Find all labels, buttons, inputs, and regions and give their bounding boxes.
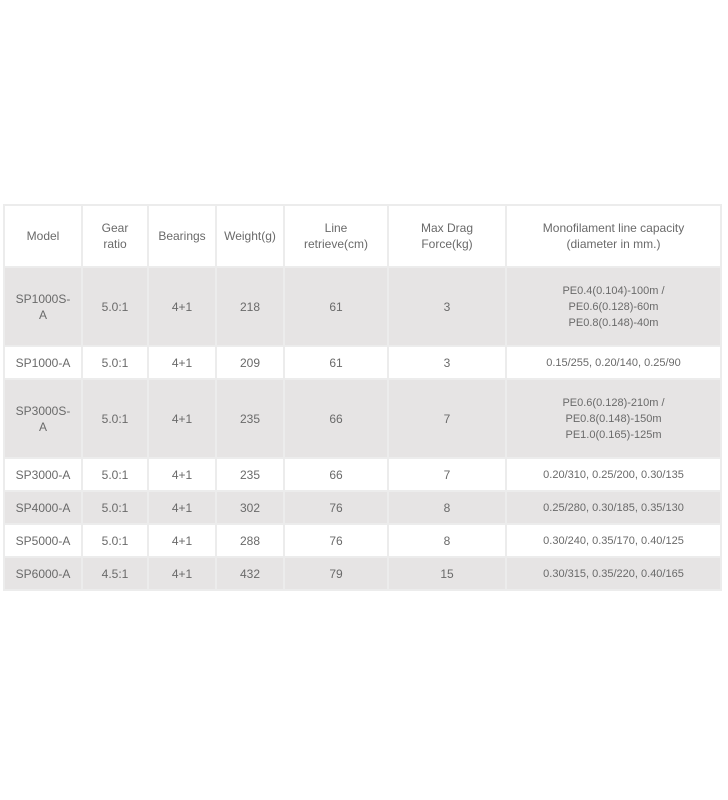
cell-model: SP3000S- A bbox=[5, 380, 81, 457]
cell-gear-ratio: 5.0:1 bbox=[83, 347, 147, 378]
cell-max-drag: 8 bbox=[389, 525, 505, 556]
cell-weight: 209 bbox=[217, 347, 283, 378]
cell-model: SP4000-A bbox=[5, 492, 81, 523]
cell-capacity: 0.15/255, 0.20/140, 0.25/90 bbox=[507, 347, 720, 378]
cell-max-drag: 7 bbox=[389, 459, 505, 490]
cell-line-retrieve: 76 bbox=[285, 525, 387, 556]
table-row bbox=[5, 380, 720, 457]
cell-weight: 432 bbox=[217, 558, 283, 589]
cell-bearings: 4+1 bbox=[149, 347, 215, 378]
cell-model: SP6000-A bbox=[5, 558, 81, 589]
cell-line-retrieve: 79 bbox=[285, 558, 387, 589]
cell-line-retrieve: 76 bbox=[285, 492, 387, 523]
cell-capacity: 0.25/280, 0.30/185, 0.35/130 bbox=[507, 492, 720, 523]
cell-line-retrieve: 66 bbox=[285, 380, 387, 457]
cell-bearings: 4+1 bbox=[149, 380, 215, 457]
header-weight: Weight(g) bbox=[217, 206, 283, 266]
header-line-retrieve: Line retrieve(cm) bbox=[285, 206, 387, 266]
cell-bearings: 4+1 bbox=[149, 558, 215, 589]
table-row bbox=[5, 347, 720, 378]
cell-gear-ratio: 5.0:1 bbox=[83, 459, 147, 490]
header-model: Model bbox=[5, 206, 81, 266]
header-row bbox=[5, 206, 720, 266]
table-row bbox=[5, 268, 720, 345]
cell-capacity: PE0.6(0.128)-210m / PE0.8(0.148)-150m PE1.0(0.165)-125m bbox=[507, 380, 720, 457]
header-max-drag: Max Drag Force(kg) bbox=[389, 206, 505, 266]
cell-max-drag: 7 bbox=[389, 380, 505, 457]
header-bearings: Bearings bbox=[149, 206, 215, 266]
cell-max-drag: 15 bbox=[389, 558, 505, 589]
cell-capacity: 0.20/310, 0.25/200, 0.30/135 bbox=[507, 459, 720, 490]
table-row bbox=[5, 492, 720, 523]
cell-weight: 288 bbox=[217, 525, 283, 556]
cell-capacity: PE0.4(0.104)-100m / PE0.6(0.128)-60m PE0.8(0.148)-40m bbox=[507, 268, 720, 345]
cell-gear-ratio: 5.0:1 bbox=[83, 268, 147, 345]
cell-gear-ratio: 5.0:1 bbox=[83, 525, 147, 556]
cell-model: SP5000-A bbox=[5, 525, 81, 556]
cell-model: SP1000-A bbox=[5, 347, 81, 378]
cell-bearings: 4+1 bbox=[149, 268, 215, 345]
cell-gear-ratio: 5.0:1 bbox=[83, 492, 147, 523]
cell-capacity: 0.30/315, 0.35/220, 0.40/165 bbox=[507, 558, 720, 589]
cell-model: SP3000-A bbox=[5, 459, 81, 490]
table-row bbox=[5, 558, 720, 589]
cell-model: SP1000S- A bbox=[5, 268, 81, 345]
cell-gear-ratio: 5.0:1 bbox=[83, 380, 147, 457]
cell-bearings: 4+1 bbox=[149, 525, 215, 556]
cell-max-drag: 8 bbox=[389, 492, 505, 523]
table-row bbox=[5, 459, 720, 490]
cell-bearings: 4+1 bbox=[149, 459, 215, 490]
header-capacity: Monofilament line capacity (diameter in mm.) bbox=[507, 206, 720, 266]
cell-weight: 302 bbox=[217, 492, 283, 523]
cell-weight: 235 bbox=[217, 380, 283, 457]
header-gear-ratio: Gear ratio bbox=[83, 206, 147, 266]
cell-weight: 218 bbox=[217, 268, 283, 345]
spec-table bbox=[3, 204, 722, 591]
cell-max-drag: 3 bbox=[389, 347, 505, 378]
cell-line-retrieve: 66 bbox=[285, 459, 387, 490]
cell-capacity: 0.30/240, 0.35/170, 0.40/125 bbox=[507, 525, 720, 556]
cell-weight: 235 bbox=[217, 459, 283, 490]
cell-gear-ratio: 4.5:1 bbox=[83, 558, 147, 589]
table-row bbox=[5, 525, 720, 556]
cell-line-retrieve: 61 bbox=[285, 347, 387, 378]
cell-bearings: 4+1 bbox=[149, 492, 215, 523]
cell-line-retrieve: 61 bbox=[285, 268, 387, 345]
cell-max-drag: 3 bbox=[389, 268, 505, 345]
